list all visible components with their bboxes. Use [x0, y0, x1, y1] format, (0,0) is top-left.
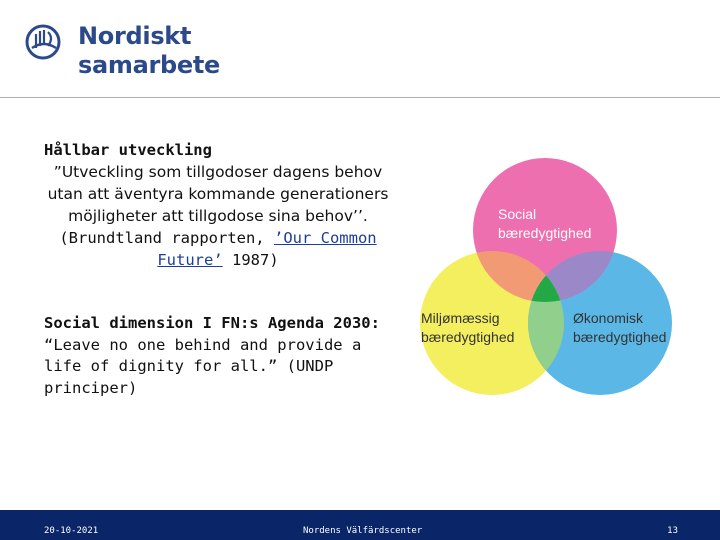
logo-line-1: Nordiskt — [78, 22, 192, 50]
economic-label-line1: Økonomisk — [573, 310, 644, 326]
reference-open: (Brundtland rapporten, — [59, 229, 274, 247]
environmental-label-line1: Miljømæssig — [421, 310, 500, 326]
brundtland-reference — [44, 227, 392, 271]
block2-heading: Social dimension I FN:s Agenda 2030: — [44, 314, 380, 332]
brundtland-quote: ”Utveckling som tillgodoser dagens behov utan att äventyra kommande generationers möjligheter att tillgodose sina behov’’. — [47, 163, 389, 225]
social-label-line1: Social — [498, 206, 537, 222]
reference-close: 1987) — [222, 251, 279, 269]
block2-body: “Leave no one behind and provide a life of dignity for all.” (UNDP principer) — [44, 335, 362, 397]
block1-heading: Hållbar utveckling — [44, 141, 212, 159]
economic-label-line2: bæredygtighed — [573, 329, 667, 345]
header-divider — [0, 97, 720, 98]
agenda-2030-block — [44, 313, 386, 399]
footer-page-number: 13 — [667, 526, 678, 536]
footer-organization: Nordens Välfärdscenter — [303, 526, 423, 536]
sustainability-definition-block — [44, 139, 392, 271]
social-label-line2: bæredygtighed — [498, 225, 592, 241]
swan-icon — [24, 22, 64, 62]
sustainability-venn-diagram — [405, 148, 695, 410]
footer-bar — [0, 510, 720, 540]
nordiskt-samarbete-logo — [24, 20, 244, 84]
our-common-future-link[interactable]: ’Our Common Future’ — [157, 229, 377, 269]
environmental-label-line2: bæredygtighed — [421, 329, 515, 345]
footer-date: 20-10-2021 — [44, 526, 99, 536]
logo-line-2: samarbete — [78, 51, 221, 79]
